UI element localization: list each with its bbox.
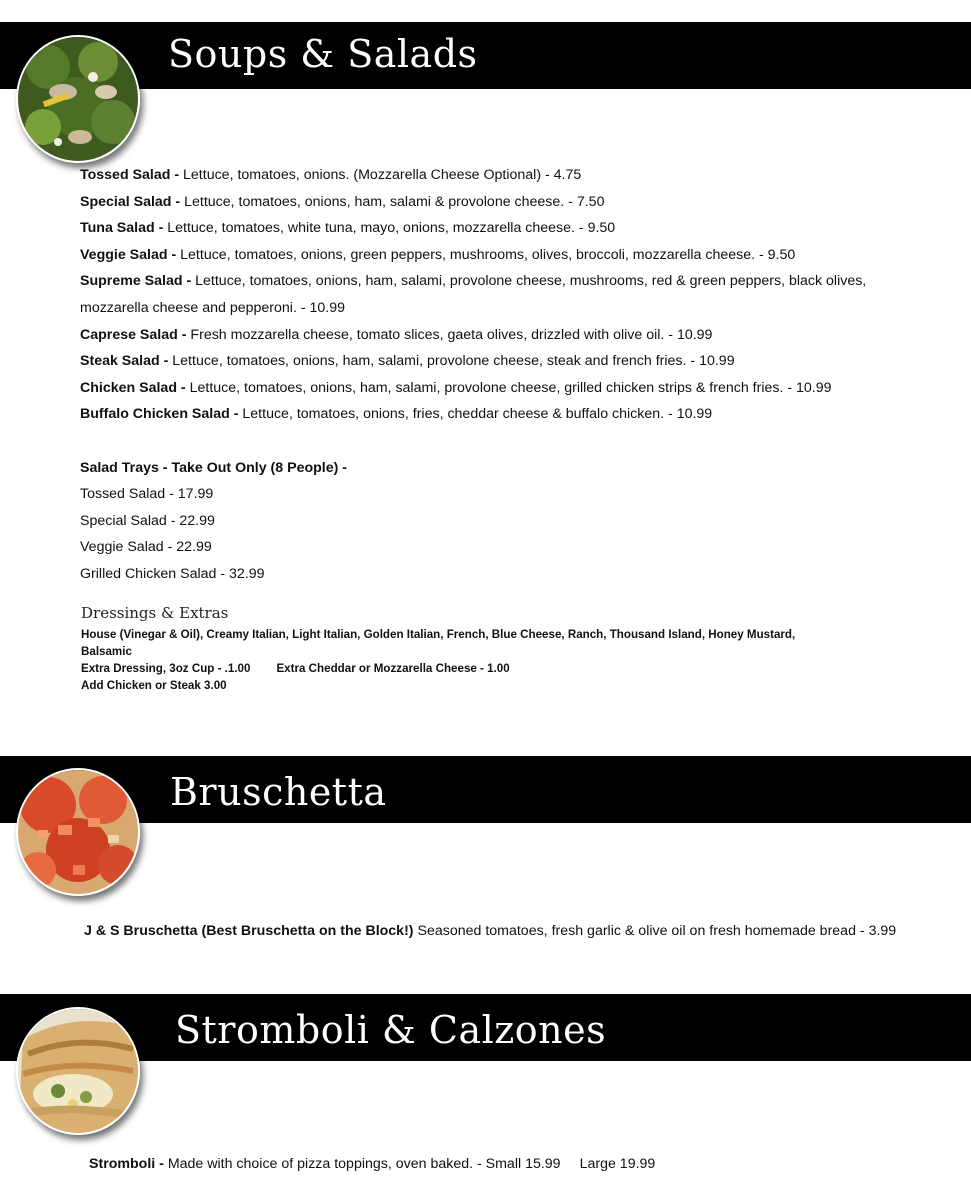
menu-item-caprese-salad: [80, 326, 712, 344]
tray-item: Veggie Salad - 22.99: [80, 539, 212, 555]
item-desc: Lettuce, tomatoes, onions, fries, cheddar cheese & buffalo chicken. - 10.99: [242, 406, 713, 422]
item-name: Tuna Salad -: [80, 220, 164, 236]
stromboli-title: Stromboli & Calzones: [175, 1008, 607, 1052]
item-desc: Lettuce, tomatoes, onions, ham, salami, provolone cheese, mushrooms, red & green peppers, black olives, mozzarella cheese and pepperoni. - 10.99: [80, 273, 867, 316]
dressings-list: House (Vinegar & Oil), Creamy Italian, Light Italian, Golden Italian, French, Blue Cheese, Ranch, Thousand Island, Honey Mustard, Balsamic: [81, 628, 796, 658]
item-name: Veggie Salad -: [80, 247, 177, 263]
item-name: Caprese Salad -: [80, 327, 187, 343]
item-desc: Lettuce, tomatoes, onions, green peppers, mushrooms, olives, broccoli, mozzarella cheese. - 9.50: [180, 247, 796, 263]
menu-item-tuna-salad: [80, 219, 615, 237]
bruschetta-photo-icon: [16, 768, 140, 896]
add-chicken-steak: Add Chicken or Steak 3.00: [81, 679, 227, 692]
item-desc: Fresh mozzarella cheese, tomato slices, gaeta olives, drizzled with olive oil. - 10.99: [190, 327, 713, 343]
soups-salads-header-band: [0, 22, 971, 89]
bruschetta-title: Bruschetta: [170, 770, 387, 814]
item-desc: Lettuce, tomatoes, onions, ham, salami, provolone cheese, steak and french fries. - 10.99: [172, 353, 735, 369]
menu-item-bruschetta: [84, 922, 896, 940]
salad-trays-heading: Salad Trays - Take Out Only (8 People) -: [80, 460, 348, 476]
stromboli-header-band: [0, 994, 971, 1061]
menu-item-stromboli: [89, 1155, 655, 1173]
item-large-price: Large 19.99: [579, 1156, 656, 1172]
menu-item-tossed-salad: [80, 166, 581, 184]
item-desc: Made with choice of pizza toppings, oven baked. - Small 15.99: [167, 1156, 561, 1172]
item-name: Steak Salad -: [80, 353, 169, 369]
item-desc: Lettuce, tomatoes, white tuna, mayo, onions, mozzarella cheese. - 9.50: [167, 220, 616, 236]
tray-item: Grilled Chicken Salad - 32.99: [80, 566, 265, 582]
item-name: J & S Bruschetta (Best Bruschetta on the Block!): [84, 923, 414, 939]
item-desc: Seasoned tomatoes, fresh garlic & olive oil on fresh homemade bread - 3.99: [417, 923, 897, 939]
stromboli-photo-icon: [16, 1007, 140, 1135]
menu-item-special-salad: [80, 193, 604, 211]
menu-item-chicken-salad: [80, 379, 832, 397]
menu-item-buffalo-chicken-salad: [80, 405, 712, 423]
extra-dressing: Extra Dressing, 3oz Cup - .1.00: [81, 662, 251, 675]
item-desc: Lettuce, tomatoes, onions. (Mozzarella Cheese Optional) - 4.75: [183, 167, 582, 183]
item-name: Special Salad -: [80, 194, 181, 210]
item-name: Supreme Salad -: [80, 273, 192, 289]
extras-line: [81, 660, 841, 677]
tray-item: Special Salad - 22.99: [80, 513, 215, 529]
bruschetta-header-band: [0, 756, 971, 823]
salad-photo-icon: [16, 35, 140, 163]
item-desc: Lettuce, tomatoes, onions, ham, salami & provolone cheese. - 7.50: [184, 194, 605, 210]
dressings-extras-heading: Dressings & Extras: [81, 604, 229, 622]
item-name: Stromboli -: [89, 1156, 164, 1172]
item-name: Chicken Salad -: [80, 380, 186, 396]
soups-salads-title: Soups & Salads: [168, 32, 478, 76]
item-name: Tossed Salad -: [80, 167, 180, 183]
tray-item: Tossed Salad - 17.99: [80, 486, 214, 502]
item-desc: Lettuce, tomatoes, onions, ham, salami, provolone cheese, grilled chicken strips & french fries. - 10.99: [189, 380, 832, 396]
menu-item-supreme-salad: [80, 268, 870, 321]
item-name: Buffalo Chicken Salad -: [80, 406, 239, 422]
menu-item-veggie-salad: [80, 246, 795, 264]
extra-cheese: Extra Cheddar or Mozzarella Cheese - 1.00: [276, 662, 510, 675]
menu-item-steak-salad: [80, 352, 735, 370]
